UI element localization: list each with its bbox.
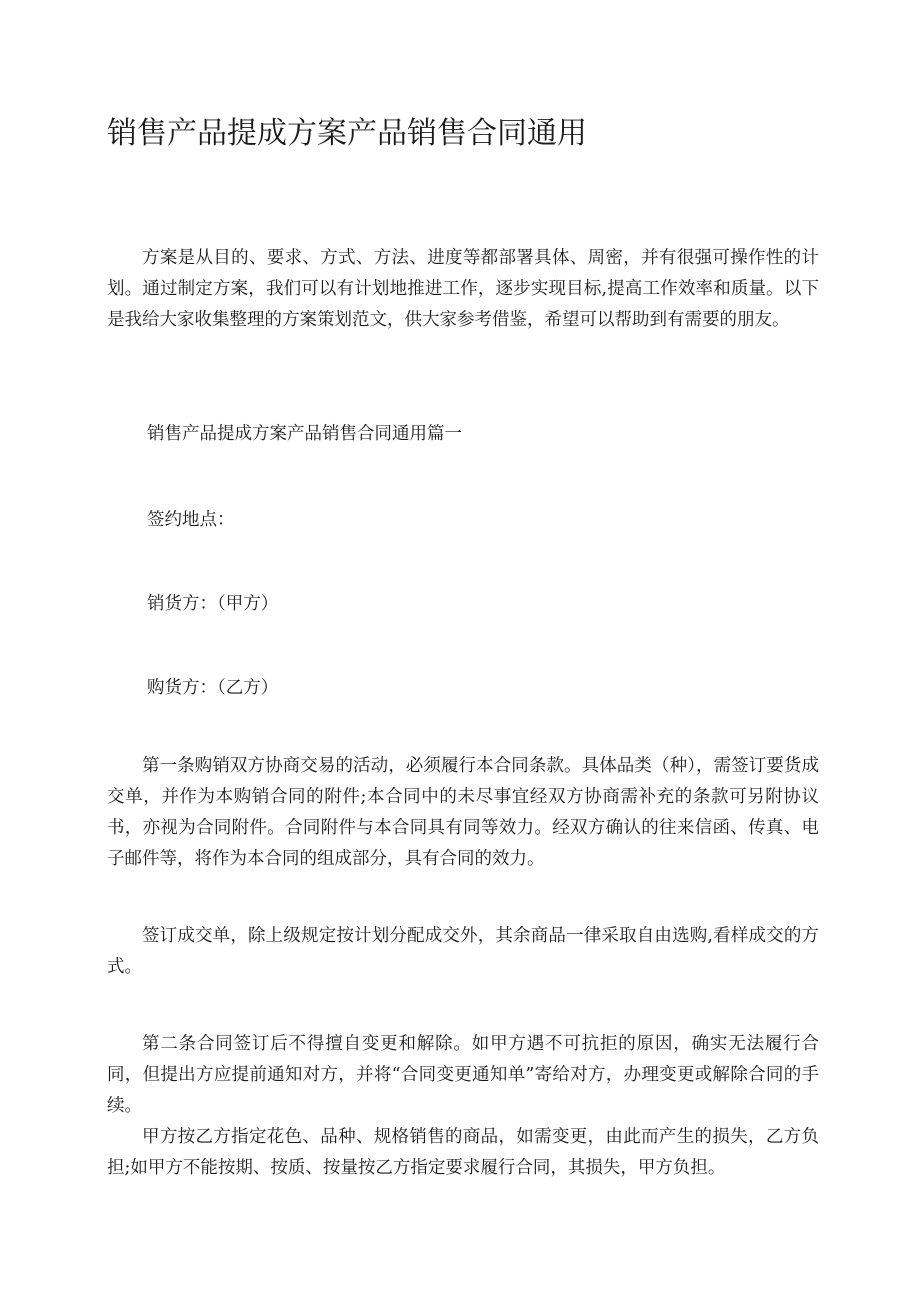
document-title: 销售产品提成方案产品销售合同通用 <box>107 116 587 151</box>
signing-place-label: 签约地点： <box>147 510 235 530</box>
article-1-paragraph: 第一条购销双方协商交易的活动，必须履行本合同条款。具体品类（种），需签订要货成交单，并作为本购销合同的附件;本合同中的未尽事宜经双方协商需补充的条款可另附协议书，亦视为合同附件。合同附件与本合同具有同等效力。经双方确认的往来信函、传真、电子邮件等，将作为本合同的组成部分，具有合同的效力。 <box>107 756 819 869</box>
article-2-paragraph: 第二条合同签订后不得擅自变更和解除。如甲方遇不可抗拒的原因，确实无法履行合同，但提出方应提前通知对方，并将“合同变更通知单”寄给对方，办理变更或解除合同的手续。 <box>107 1034 819 1116</box>
seller-label: 销货方：（甲方） <box>147 594 279 614</box>
buyer-label: 购货方：（乙方） <box>147 678 279 698</box>
article-2-continuation: 甲方按乙方指定花色、品种、规格销售的商品，如需变更，由此而产生的损失，乙方负担;如甲方不能按期、按质、按量按乙方指定要求履行合同，其损失，甲方负担。 <box>107 1127 819 1178</box>
article-1-continuation: 签订成交单，除上级规定按计划分配成交外，其余商品一律采取自由选购,看样成交的方式。 <box>107 926 819 977</box>
section-heading: 销售产品提成方案产品销售合同通用篇一 <box>147 424 462 444</box>
intro-paragraph: 方案是从目的、要求、方式、方法、进度等都部署具体、周密，并有很强可操作性的计划。通过制定方案，我们可以有计划地推进工作，逐步实现目标,提高工作效率和质量。以下是我给大家收集整理的方案策划范文，供大家参考借鉴，希望可以帮助到有需要的朋友。 <box>107 248 819 330</box>
